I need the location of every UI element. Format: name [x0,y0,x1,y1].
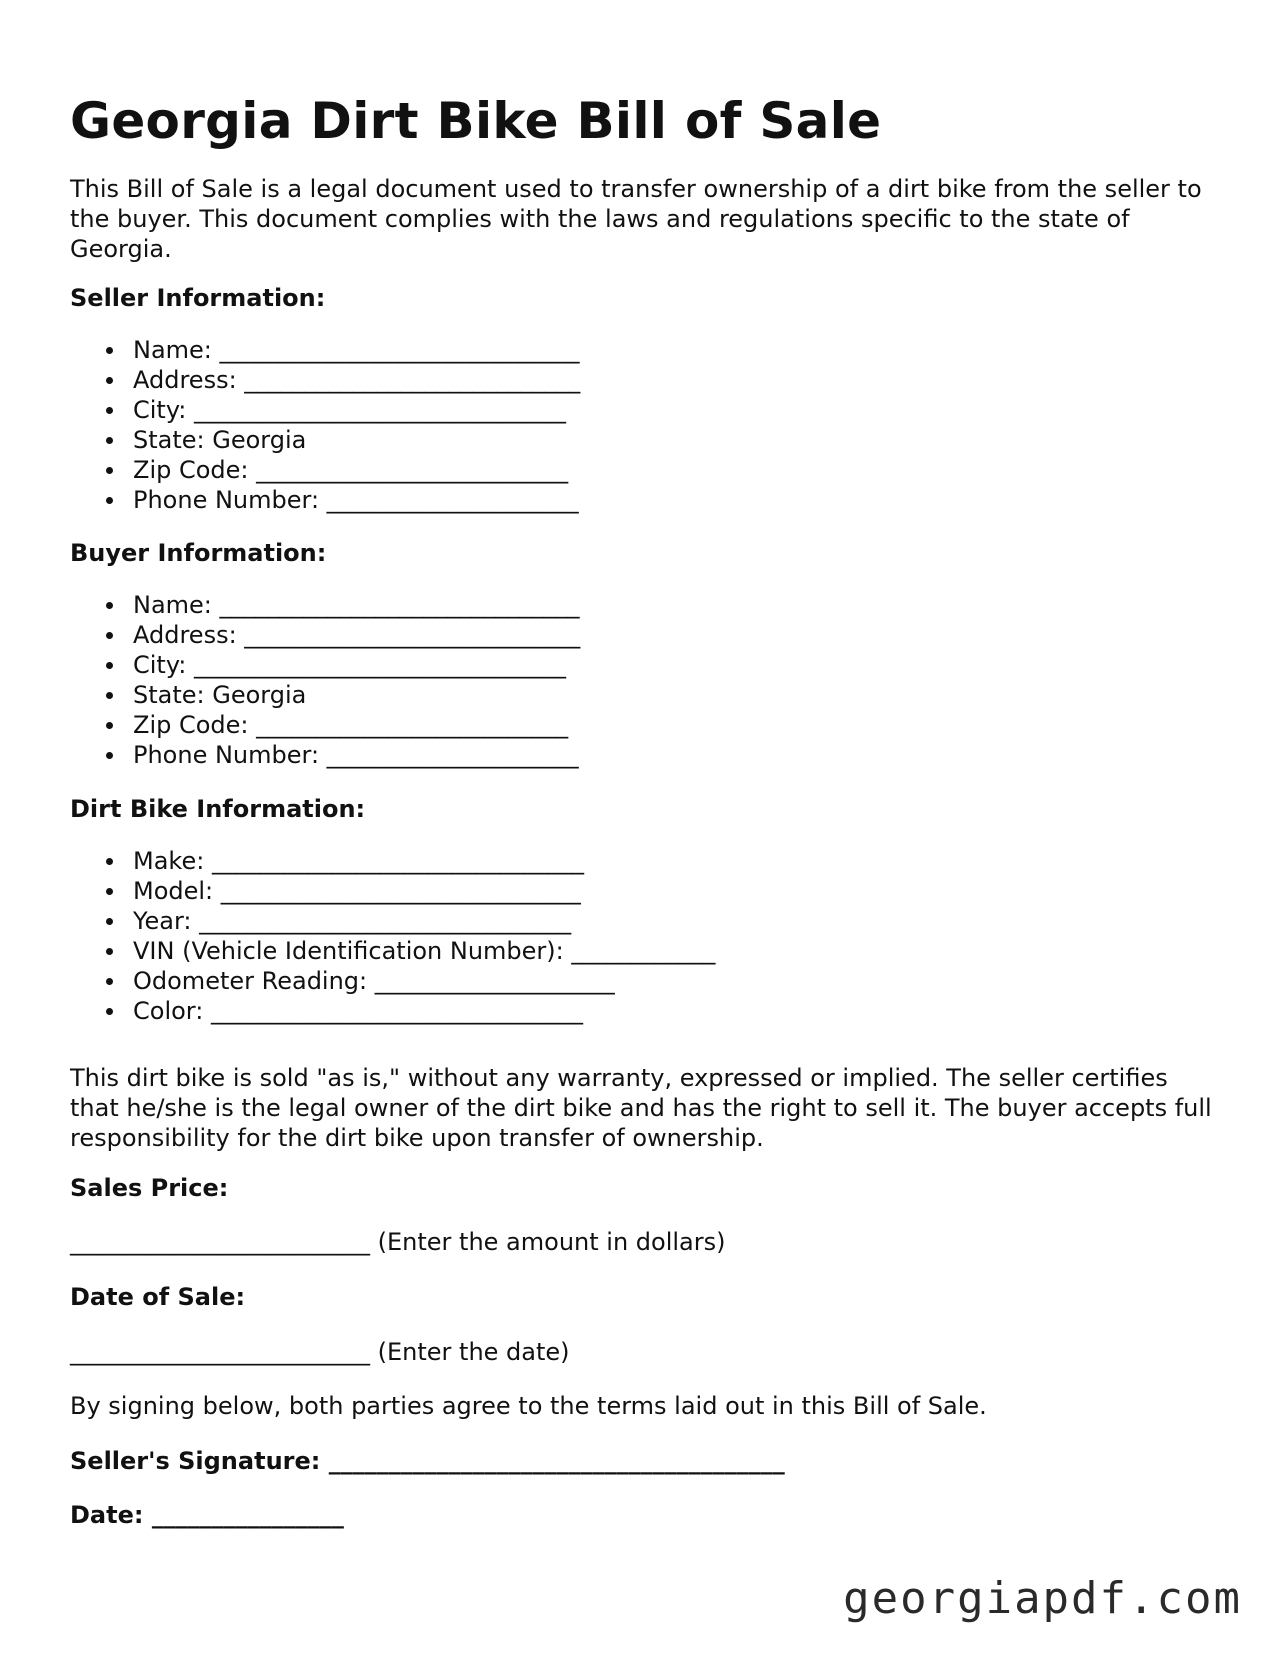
buyer-fields-list [70,590,580,770]
buyer-state-field: State: Georgia [133,680,580,710]
sales-price-heading: Sales Price: [70,1174,229,1202]
buyer-phone-field[interactable]: Phone Number: _____________________ [133,741,579,769]
buyer-address-field[interactable]: Address: ____________________________ [133,621,581,649]
buyer-zip-field[interactable]: Zip Code: __________________________ [133,710,580,740]
seller-signature-line[interactable]: Seller's Signature: ______________________________________ [70,1447,785,1475]
buyer-name-field[interactable]: Name: ______________________________ [133,591,580,619]
seller-phone-field[interactable]: Phone Number: _____________________ [133,486,579,514]
seller-section-heading: Seller Information: [70,284,326,312]
buyer-city-field[interactable]: City: _______________________________ [133,650,580,680]
bike-vin-field[interactable]: VIN (Vehicle Identification Number): ____________ [133,937,716,965]
bike-model-field[interactable]: Model: ______________________________ [133,876,715,906]
intro-paragraph: This Bill of Sale is a legal document used to transfer ownership of a dirt bike from the seller to the buyer. This document complies with the laws and regulations specific to the state of Georgia. [70,175,1202,263]
seller-fields-list [70,335,580,515]
seller-state-field: State: Georgia [133,425,580,455]
bike-color-field[interactable]: Color: _______________________________ [133,996,715,1026]
page-title: Georgia Dirt Bike Bill of Sale [70,92,882,150]
seller-name-field[interactable]: Name: ______________________________ [133,336,580,364]
bike-odometer-field[interactable]: Odometer Reading: ____________________ [133,966,715,996]
date-of-sale-heading: Date of Sale: [70,1283,246,1311]
agreement-paragraph: By signing below, both parties agree to the terms laid out in this Bill of Sale. [70,1392,987,1420]
as-is-paragraph: This dirt bike is sold "as is," without any warranty, expressed or implied. The seller certifies that he/she is the legal owner of the dirt bike and has the right to sell it. The buyer accepts full responsibility for the dirt bike upon transfer of ownership. [70,1064,1212,1152]
bike-section-heading: Dirt Bike Information: [70,795,366,823]
signature-date-line[interactable]: Date: ________________ [70,1501,344,1529]
watermark: georgiapdf.com [843,1573,1242,1624]
seller-city-field[interactable]: City: _______________________________ [133,395,580,425]
bike-make-field[interactable]: Make: _______________________________ [133,846,715,876]
buyer-section-heading: Buyer Information: [70,539,327,567]
bike-year-field[interactable]: Year: _______________________________ [133,906,715,936]
sales-price-line[interactable]: _________________________ (Enter the amount in dollars) [70,1228,726,1256]
date-of-sale-line[interactable]: _________________________ (Enter the date) [70,1338,570,1366]
seller-address-field[interactable]: Address: ____________________________ [133,366,581,394]
bike-fields-list [70,846,715,1026]
seller-zip-field[interactable]: Zip Code: __________________________ [133,455,580,485]
